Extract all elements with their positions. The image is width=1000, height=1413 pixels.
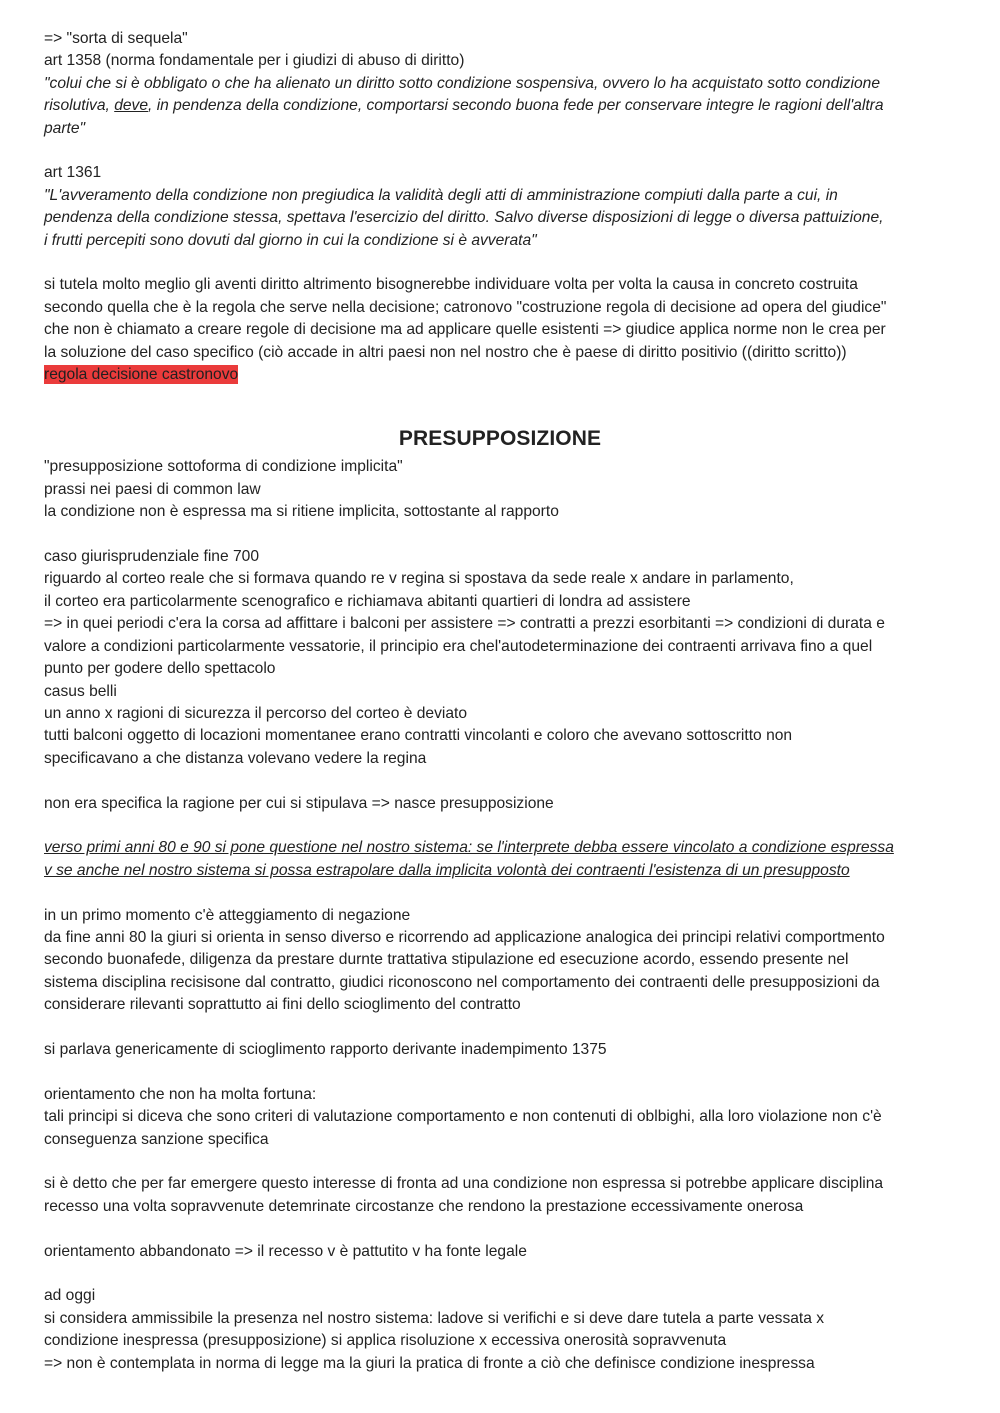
paragraph-line: riguardo al corteo reale che si formava quando re v regina si spostava da sede reale x andare in parlamento, — [44, 570, 794, 588]
underlined-word: deve — [114, 97, 149, 115]
paragraph-line: prassi nei paesi di common law — [44, 480, 261, 498]
highlighted-line — [44, 364, 956, 386]
paragraph-line: => in quei periodi c'era la corsa ad affittare i balconi per assistere => contratti a prezzi esorbitanti => condizioni di durata e — [44, 615, 885, 633]
text-line: => "sorta di sequela" — [44, 30, 188, 47]
spacer — [44, 386, 956, 424]
spacer — [44, 524, 956, 546]
paragraph-line: punto per godere dello spettacolo — [44, 660, 276, 678]
paragraph-line: caso giurisprudenziale fine 700 — [44, 548, 259, 566]
document-page — [44, 28, 956, 1375]
paragraph-line: conseguenza sanzione specifica — [44, 1130, 269, 1148]
paragraph-line: valore a condizioni particolarmente vessatorie, il principio era chel'autodeterminazione dei contraenti arrivava fino a quel — [44, 637, 873, 655]
paragraph-line: orientamento che non ha molta fortuna: — [44, 1085, 317, 1103]
spacer — [44, 882, 956, 904]
paragraph-line: si è detto che per far emergere questo interesse di fronta ad una condizione non espressa si potrebbe applicare disciplina — [44, 1175, 884, 1193]
spacer — [44, 1263, 956, 1285]
spacer — [44, 770, 956, 792]
spacer — [44, 815, 956, 837]
paragraph-line: da fine anni 80 la giuri si orienta in senso diverso e ricorrendo ad applicazione analogica dei principi relativi comportmento — [44, 928, 885, 946]
paragraph-line: tali principi si diceva che sono criteri di valutazione comportamento e non contenuti di oblbighi, alla loro violazione non c'è — [44, 1108, 882, 1126]
spacer — [44, 140, 956, 162]
spacer — [44, 1061, 956, 1083]
paragraph-line: si considera ammissibile la presenza nel nostro sistema: ladove si verifichi e si deve dare tutela a parte vessata x — [44, 1309, 825, 1327]
italic-underlined-line: v se anche nel nostro sistema si possa estrapolare dalla implicita volontà dei contraenti l'esistenza di un presupposto — [44, 861, 850, 879]
quote-line: "L'avveramento della condizione non pregiudica la validità degli atti di amministrazione compiuti dalla parte a cui, in — [44, 186, 838, 204]
paragraph-line: si tutela molto meglio gli aventi diritto altrimento bisognerebbe individuare volta per volta la causa in concreto costruita — [44, 276, 858, 294]
spacer — [44, 1017, 956, 1039]
italic-underlined-line: verso primi anni 80 e 90 si pone questione nel nostro sistema: se l'interprete debba essere vincolato a condizione espressa — [44, 839, 894, 857]
quote-line: pendenza della condizione stessa, spettava l'esercizio del diritto. Salvo diverse disposizioni di legge o diversa pattuizione, — [44, 209, 884, 227]
paragraph-line: un anno x ragioni di sicurezza il percorso del corteo è deviato — [44, 704, 468, 722]
quote-segment: risolutiva, — [44, 97, 115, 115]
paragraph-line: specificavano a che distanza volevano vedere la regina — [44, 749, 427, 767]
paragraph-line: in un primo momento c'è atteggiamento di negazione — [44, 906, 411, 924]
spacer — [44, 252, 956, 274]
quote-line: "colui che si è obbligato o che ha alienato un diritto sotto condizione sospensiva, ovvero lo ha acquistato sotto condizione — [44, 74, 881, 92]
spacer — [44, 1218, 956, 1240]
highlighted-text: regola decisione castronovo — [44, 366, 239, 384]
paragraph-line: non era specifica la ragione per cui si stipulava => nasce presupposizione — [44, 794, 554, 812]
quote-segment: , in pendenza della condizione, comportarsi secondo buona fede per conservare integre le ragioni dell'altra — [148, 97, 884, 115]
paragraph-line: sistema disciplina recisisone dal contratto, giudici riconoscono nel comportamento dei contraenti delle presupposizioni da — [44, 973, 880, 991]
section-heading: PRESUPPOSIZIONE — [398, 427, 602, 451]
spacer — [44, 1151, 956, 1173]
paragraph-line: la soluzione del caso specifico (ciò accade in altri paesi non nel nostro che è paese di diritto positivio ((diritto scritto)) — [44, 343, 847, 361]
paragraph-line: => non è contemplata in norma di legge ma la giuri la pratica di fronte a ciò che definisce condizione inespressa — [44, 1354, 815, 1372]
quote-line: parte" — [44, 119, 86, 137]
paragraph-line: orientamento abbandonato => il recesso v è pattutito v ha fonte legale — [44, 1242, 527, 1260]
paragraph-line: la condizione non è espressa ma si ritiene implicita, sottostante al rapporto — [44, 503, 559, 521]
paragraph-line: considerare rilevanti soprattutto ai fini dello scioglimento del contratto — [44, 996, 521, 1014]
paragraph-line: condizione inespressa (presupposizione) si applica risoluzione x eccessiva onerosità sopravvenuta — [44, 1332, 727, 1350]
article-reference: art 1358 (norma fondamentale per i giudizi di abuso di diritto) — [44, 52, 465, 70]
quote-line — [44, 95, 956, 117]
quote-line: i frutti percepiti sono dovuti dal giorno in cui la condizione si è avverata" — [44, 231, 537, 249]
paragraph-line: "presupposizione sottoforma di condizione implicita" — [44, 458, 403, 476]
paragraph-line: che non è chiamato a creare regole di decisione ma ad applicare quelle esistenti => giudice applica norme non le crea per — [44, 321, 886, 339]
article-reference: art 1361 — [44, 164, 102, 182]
paragraph-line: si parlava genericamente di scioglimento rapporto derivante inadempimento 1375 — [44, 1040, 607, 1058]
paragraph-line: secondo buonafede, diligenza da prestare durnte trattativa stipulazione ed esecuzione acordo, essendo presente nel — [44, 951, 849, 969]
paragraph-line: recesso una volta sopravvenute detemrinate circostanze che rendono la prestazione eccessivamente onerosa — [44, 1197, 804, 1215]
paragraph-line: secondo quella che è la regola che serve nella decisione; catronovo "costruzione regola di decisione ad opera del giudice" — [44, 298, 887, 316]
paragraph-line: casus belli — [44, 682, 117, 700]
paragraph-line: il corteo era particolarmente scenografico e richiamava abitanti quartieri di londra ad assistere — [44, 592, 691, 610]
paragraph-line: ad oggi — [44, 1287, 96, 1305]
paragraph-line: tutti balconi oggetto di locazioni momentanee erano contratti vincolanti e coloro che avevano sottoscritto non — [44, 727, 793, 745]
